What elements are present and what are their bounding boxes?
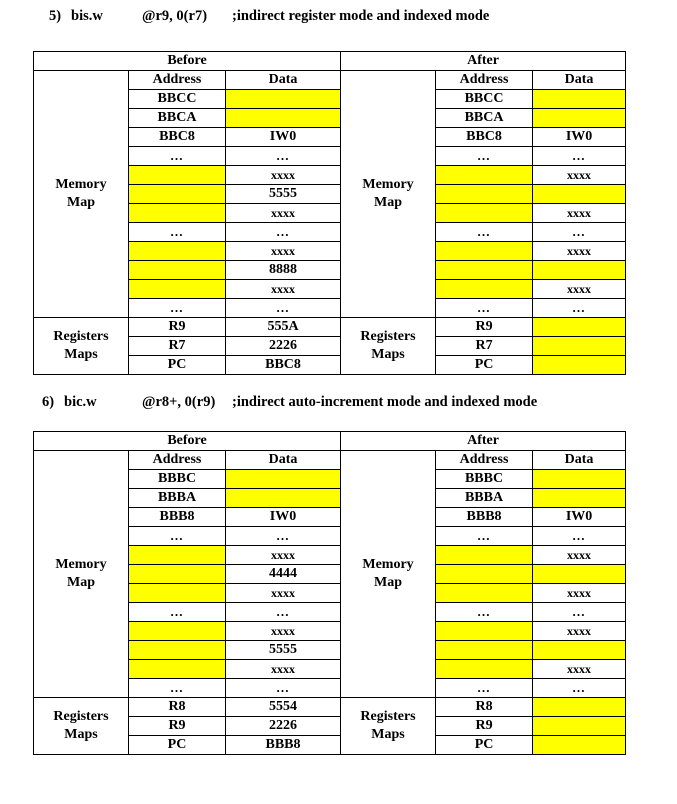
before-data-header: Data <box>226 71 341 90</box>
after-data-cell: … <box>533 223 626 242</box>
after-label: After <box>341 432 626 451</box>
after-registers-map-label <box>341 698 436 755</box>
after-register-value-cell <box>533 717 626 736</box>
after-address-cell: … <box>436 527 533 546</box>
section-6-comment: ;indirect auto-increment mode and indexed mode <box>232 394 538 410</box>
before-data-cell: … <box>226 299 341 318</box>
section-6-number: 6) <box>42 394 55 410</box>
before-label: Before <box>34 52 341 71</box>
column-header-row <box>34 451 626 470</box>
before-address-header: Address <box>129 71 226 90</box>
before-register-value-cell: 2226 <box>226 337 341 356</box>
register-row <box>34 318 626 337</box>
after-data-cell: xxxx <box>533 622 626 641</box>
section-5-operands: @r9, 0(r7) <box>142 8 208 24</box>
after-register-name-cell: PC <box>436 356 533 375</box>
before-address-cell <box>129 242 226 261</box>
after-data-header: Data <box>533 71 626 90</box>
before-address-cell <box>129 660 226 679</box>
before-data-cell: 5555 <box>226 185 341 204</box>
before-register-value-cell: BBC8 <box>226 356 341 375</box>
before-address-cell <box>129 622 226 641</box>
before-data-header: Data <box>226 451 341 470</box>
registers-line-2: Maps <box>64 347 98 362</box>
after-address-cell <box>436 565 533 584</box>
registers-line-2: Maps <box>64 727 98 742</box>
before-registers-map-label <box>34 318 129 375</box>
before-data-cell <box>226 489 341 508</box>
after-address-cell: … <box>436 603 533 622</box>
before-data-cell: xxxx <box>226 280 341 299</box>
before-address-header: Address <box>129 451 226 470</box>
before-address-cell <box>129 565 226 584</box>
after-data-cell <box>533 641 626 660</box>
before-address-cell: BBBC <box>129 470 226 489</box>
memory-map-line-1: Memory <box>362 177 414 192</box>
before-data-cell: xxxx <box>226 242 341 261</box>
after-memory-map-label <box>341 451 436 698</box>
after-address-cell: BBC8 <box>436 128 533 147</box>
after-data-cell: xxxx <box>533 280 626 299</box>
after-data-cell: xxxx <box>533 242 626 261</box>
registers-line-1: Registers <box>360 329 416 344</box>
before-data-cell: 4444 <box>226 565 341 584</box>
after-register-name-cell: R9 <box>436 717 533 736</box>
before-data-cell: xxxx <box>226 166 341 185</box>
before-register-name-cell: R7 <box>129 337 226 356</box>
before-address-cell <box>129 280 226 299</box>
section-5-number: 5) <box>49 8 62 24</box>
registers-line-2: Maps <box>371 347 405 362</box>
after-data-cell: xxxx <box>533 204 626 223</box>
before-data-cell: … <box>226 147 341 166</box>
before-data-cell: … <box>226 223 341 242</box>
before-data-cell <box>226 90 341 109</box>
memory-map-line-2: Map <box>374 195 403 210</box>
after-data-cell: … <box>533 603 626 622</box>
before-data-cell: … <box>226 679 341 698</box>
after-data-cell <box>533 261 626 280</box>
before-register-value-cell: 2226 <box>226 717 341 736</box>
after-register-name-cell: R9 <box>436 318 533 337</box>
after-data-cell: … <box>533 299 626 318</box>
after-memory-map-label <box>341 71 436 318</box>
before-address-cell <box>129 641 226 660</box>
after-address-cell <box>436 261 533 280</box>
after-address-cell <box>436 166 533 185</box>
after-register-value-cell <box>533 356 626 375</box>
after-data-cell <box>533 565 626 584</box>
before-register-value-cell: 555A <box>226 318 341 337</box>
section-5-comment: ;indirect register mode and indexed mode <box>232 8 490 24</box>
before-data-cell: xxxx <box>226 204 341 223</box>
before-address-cell <box>129 204 226 223</box>
before-address-cell: … <box>129 603 226 622</box>
before-data-cell: IW0 <box>226 508 341 527</box>
registers-line-2: Maps <box>371 727 405 742</box>
before-register-value-cell: BBB8 <box>226 736 341 755</box>
after-data-header: Data <box>533 451 626 470</box>
before-address-cell: BBBA <box>129 489 226 508</box>
before-data-cell <box>226 109 341 128</box>
before-address-cell: … <box>129 147 226 166</box>
section-5-memory-table <box>33 51 626 375</box>
section-6-heading <box>42 394 662 412</box>
before-address-cell: … <box>129 527 226 546</box>
before-register-name-cell: R8 <box>129 698 226 717</box>
memory-map-line-2: Map <box>67 195 95 210</box>
before-data-cell: xxxx <box>226 622 341 641</box>
before-address-cell: … <box>129 299 226 318</box>
after-label: After <box>341 52 626 71</box>
before-label: Before <box>34 432 341 451</box>
before-address-cell: BBCC <box>129 90 226 109</box>
before-data-cell: … <box>226 527 341 546</box>
after-address-header: Address <box>436 451 533 470</box>
register-row <box>34 698 626 717</box>
after-data-cell: … <box>533 147 626 166</box>
section-5-heading <box>49 8 649 26</box>
before-data-cell <box>226 470 341 489</box>
before-address-cell <box>129 185 226 204</box>
after-address-cell: … <box>436 679 533 698</box>
before-data-cell: 5555 <box>226 641 341 660</box>
after-data-cell: xxxx <box>533 166 626 185</box>
header-row <box>34 432 626 451</box>
after-address-cell <box>436 204 533 223</box>
after-address-header: Address <box>436 71 533 90</box>
after-address-cell <box>436 660 533 679</box>
registers-line-1: Registers <box>53 709 109 724</box>
before-memory-map-label <box>34 451 129 698</box>
after-registers-map-label <box>341 318 436 375</box>
after-data-cell: xxxx <box>533 584 626 603</box>
after-data-cell: IW0 <box>533 508 626 527</box>
before-address-cell: BBCA <box>129 109 226 128</box>
before-register-name-cell: R9 <box>129 318 226 337</box>
memory-map-line-2: Map <box>374 575 403 590</box>
after-address-cell <box>436 185 533 204</box>
after-data-cell: … <box>533 527 626 546</box>
after-register-name-cell: R8 <box>436 698 533 717</box>
section-6-memory-table <box>33 431 626 755</box>
after-register-value-cell <box>533 736 626 755</box>
after-data-cell: xxxx <box>533 546 626 565</box>
after-address-cell <box>436 280 533 299</box>
after-data-cell <box>533 489 626 508</box>
after-address-cell: … <box>436 147 533 166</box>
after-data-cell <box>533 90 626 109</box>
before-address-cell <box>129 166 226 185</box>
after-data-cell: xxxx <box>533 660 626 679</box>
before-data-cell: 8888 <box>226 261 341 280</box>
before-data-cell: IW0 <box>226 128 341 147</box>
before-register-value-cell: 5554 <box>226 698 341 717</box>
before-address-cell: BBB8 <box>129 508 226 527</box>
registers-line-1: Registers <box>360 709 416 724</box>
before-register-name-cell: PC <box>129 356 226 375</box>
before-address-cell: … <box>129 679 226 698</box>
memory-map-line-2: Map <box>67 575 95 590</box>
after-data-cell <box>533 470 626 489</box>
after-address-cell <box>436 242 533 261</box>
after-data-cell: … <box>533 679 626 698</box>
after-address-cell: BBCA <box>436 109 533 128</box>
before-address-cell: … <box>129 223 226 242</box>
before-memory-map-label <box>34 71 129 318</box>
after-address-cell: BBBC <box>436 470 533 489</box>
after-register-value-cell <box>533 337 626 356</box>
header-row <box>34 52 626 71</box>
after-address-cell: BBBA <box>436 489 533 508</box>
section-6-instruction: bic.w <box>64 394 97 410</box>
before-data-cell: xxxx <box>226 584 341 603</box>
after-address-cell: … <box>436 299 533 318</box>
after-register-value-cell <box>533 318 626 337</box>
before-address-cell <box>129 546 226 565</box>
before-data-cell: … <box>226 603 341 622</box>
column-header-row <box>34 71 626 90</box>
after-address-cell <box>436 546 533 565</box>
after-address-cell <box>436 584 533 603</box>
after-register-name-cell: R7 <box>436 337 533 356</box>
memory-map-line-1: Memory <box>362 557 414 572</box>
before-data-cell: xxxx <box>226 546 341 565</box>
after-register-name-cell: PC <box>436 736 533 755</box>
after-address-cell <box>436 622 533 641</box>
before-registers-map-label <box>34 698 129 755</box>
before-address-cell: BBC8 <box>129 128 226 147</box>
section-6-operands: @r8+, 0(r9) <box>142 394 216 410</box>
before-register-name-cell: R9 <box>129 717 226 736</box>
after-data-cell: IW0 <box>533 128 626 147</box>
after-register-value-cell <box>533 698 626 717</box>
after-data-cell <box>533 185 626 204</box>
after-address-cell: BBCC <box>436 90 533 109</box>
before-register-name-cell: PC <box>129 736 226 755</box>
before-address-cell <box>129 584 226 603</box>
memory-map-line-1: Memory <box>55 177 107 192</box>
before-address-cell <box>129 261 226 280</box>
after-address-cell <box>436 641 533 660</box>
section-5-instruction: bis.w <box>71 8 103 24</box>
before-data-cell: xxxx <box>226 660 341 679</box>
memory-map-line-1: Memory <box>55 557 107 572</box>
registers-line-1: Registers <box>53 329 109 344</box>
after-data-cell <box>533 109 626 128</box>
after-address-cell: … <box>436 223 533 242</box>
after-address-cell: BBB8 <box>436 508 533 527</box>
